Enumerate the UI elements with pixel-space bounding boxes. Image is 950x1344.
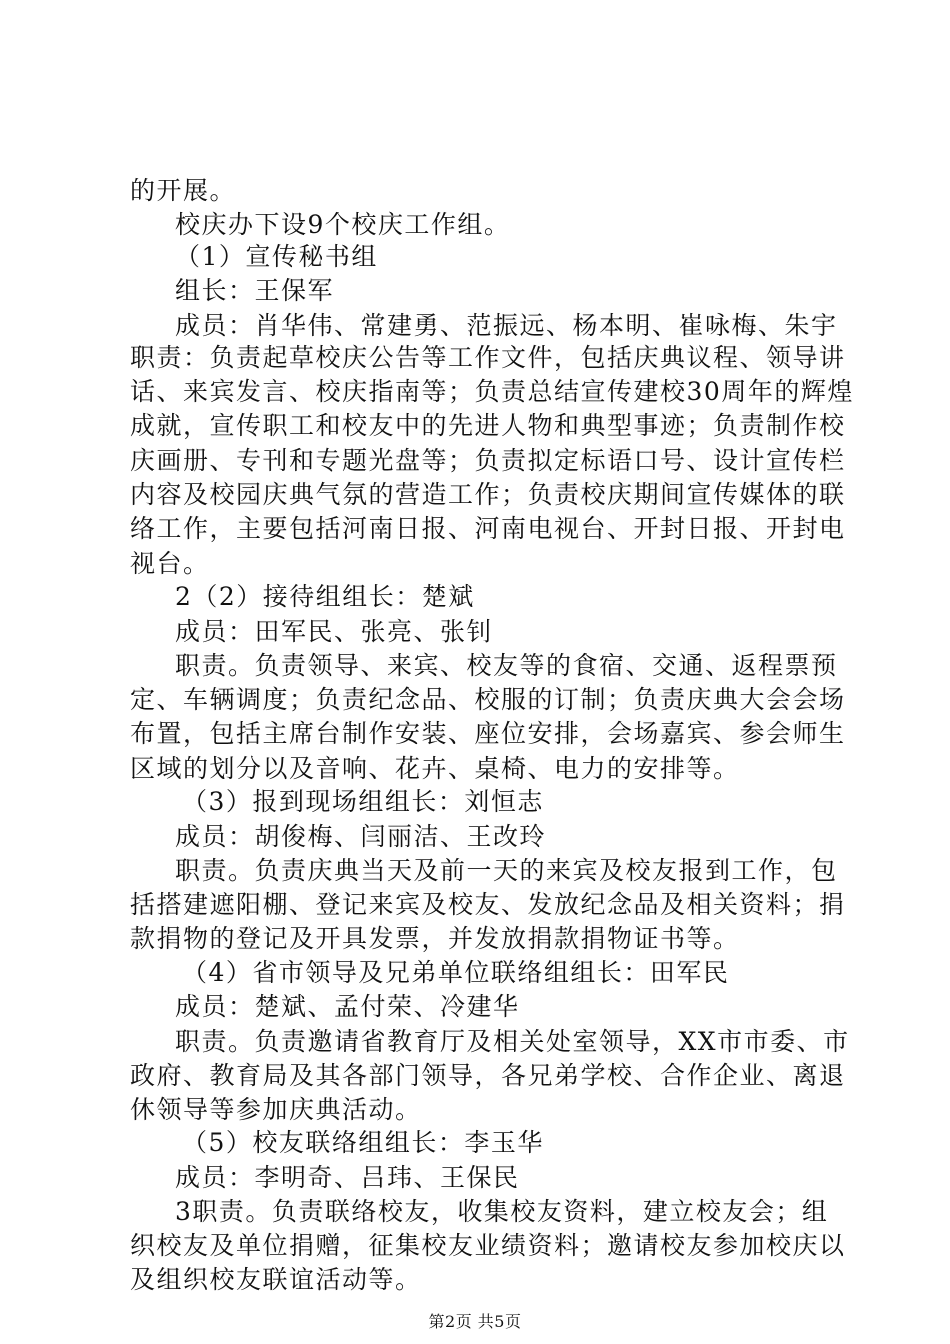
section-heading: 2（2）接待组组长：楚斌: [175, 582, 475, 611]
paragraph-line: 定、车辆调度；负责纪念品、校服的订制；负责庆典大会会场: [130, 685, 846, 714]
group-members-line: 成员：胡俊梅、闫丽洁、王改玲: [175, 822, 547, 851]
paragraph-line: 3职责。负责联络校友，收集校友资料，建立校友会；组: [175, 1197, 829, 1226]
paragraph-line: 络工作，主要包括河南日报、河南电视台、开封日报、开封电: [130, 514, 846, 543]
paragraph-line: 括搭建遮阳棚、登记来宾及校友、发放纪念品及相关资料；捐: [130, 890, 846, 919]
paragraph-line: 的开展。: [130, 176, 237, 205]
paragraph-line: 职责。负责庆典当天及前一天的来宾及校友报到工作，包: [175, 856, 838, 885]
group-members-line: 成员：李明奇、吕玮、王保民: [175, 1163, 520, 1192]
paragraph-line: 内容及校园庆典气氛的营造工作；负责校庆期间宣传媒体的联: [130, 480, 846, 509]
paragraph-line: 话、来宾发言、校庆指南等；负责总结宣传建校30周年的辉煌: [130, 377, 854, 406]
paragraph-line: 政府、教育局及其各部门领导，各兄弟学校、合作企业、离退: [130, 1061, 846, 1090]
paragraph-line: 款捐物的登记及开具发票，并发放捐款捐物证书等。: [130, 924, 740, 953]
paragraph-line: 成就，宣传职工和校友中的先进人物和典型事迹；负责制作校: [130, 411, 846, 440]
paragraph-line: 职责：负责起草校庆公告等工作文件，包括庆典议程、领导讲: [130, 343, 846, 372]
paragraph-line: 织校友及单位捐赠，征集校友业绩资料；邀请校友参加校庆以: [130, 1231, 846, 1260]
group-members-line: 成员：田军民、张亮、张钊: [175, 617, 494, 646]
group-members-line: 成员：肖华伟、常建勇、范振远、杨本明、崔咏梅、朱宇: [175, 311, 838, 340]
paragraph-line: 校庆办下设9个校庆工作组。: [175, 210, 511, 239]
paragraph-line: 视台。: [130, 549, 210, 578]
section-heading: （4）省市领导及兄弟单位联络组组长：田军民: [182, 958, 730, 987]
page-footer: 第2页 共5页: [428, 1312, 522, 1331]
section-heading: （1）宣传秘书组: [175, 242, 378, 271]
section-heading: （5）校友联络组组长：李玉华: [182, 1128, 544, 1157]
paragraph-line: 职责。负责邀请省教育厅及相关处室领导，XX市市委、市: [175, 1027, 850, 1056]
paragraph-line: 布置，包括主席台制作安装、座位安排，会场嘉宾、参会师生: [130, 719, 846, 748]
paragraph-line: 职责。负责领导、来宾、校友等的食宿、交通、返程票预: [175, 651, 838, 680]
group-members-line: 成员：楚斌、孟付荣、冷建华: [175, 992, 520, 1021]
paragraph-line: 休领导等参加庆典活动。: [130, 1095, 422, 1124]
group-leader-line: 组长：王保军: [175, 276, 335, 305]
paragraph-line: 区域的划分以及音响、花卉、桌椅、电力的安排等。: [130, 754, 740, 783]
section-heading: （3）报到现场组组长：刘恒志: [182, 787, 544, 816]
paragraph-line: 庆画册、专刊和专题光盘等；负责拟定标语口号、设计宣传栏: [130, 446, 846, 475]
paragraph-line: 及组织校友联谊活动等。: [130, 1265, 422, 1294]
